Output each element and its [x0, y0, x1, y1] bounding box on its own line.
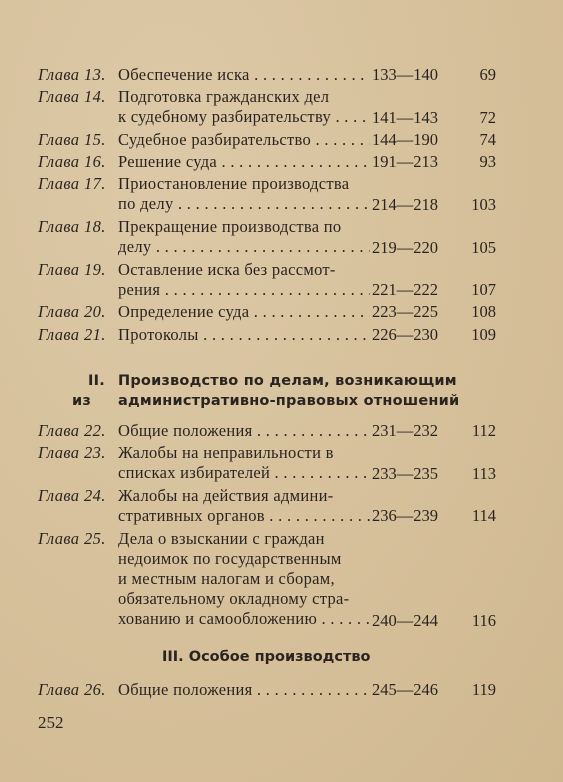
- chapter-title-line: Общие положения . . .: [118, 680, 370, 700]
- chapter-title: [118, 443, 370, 483]
- chapter-title-line: обязательному окладному стра-: [118, 588, 350, 608]
- article-range: 221—222: [372, 280, 438, 300]
- chapter-label: Глава 19.: [38, 259, 106, 279]
- chapter-title: [118, 529, 370, 629]
- page-ref: 74: [479, 129, 496, 149]
- chapter-title-line: делу . . .: [118, 237, 370, 257]
- section-title-prefix: из: [72, 393, 91, 409]
- chapter-label: Глава 18.: [38, 217, 106, 236]
- chapter-title: [118, 421, 370, 441]
- section-numeral: II.: [88, 373, 105, 389]
- chapter-title-line: Судебное разбирательство . . .: [118, 130, 370, 150]
- chapter-title-line: Прекращение производства по: [118, 217, 342, 236]
- section-title-line1: Производство по делам, возникающим: [118, 373, 457, 389]
- page-ref: 107: [471, 280, 496, 300]
- chapter-title-line: Обеспечение иска . . .: [118, 65, 370, 85]
- article-range: 219—220: [372, 237, 438, 257]
- chapter-title-line: Определение суда . . .: [118, 302, 370, 322]
- page-ref: 112: [471, 421, 496, 440]
- section-heading-3: III. Особое производство: [162, 649, 371, 665]
- chapter-label: Глава 20.: [38, 302, 106, 322]
- article-range: 236—239: [372, 506, 438, 526]
- article-range: 226—230: [372, 324, 438, 344]
- page-ref: 69: [479, 65, 496, 84]
- chapter-title-line: хованию и самообложению . . .: [118, 609, 370, 629]
- chapter-label: Глава 26.: [38, 680, 106, 699]
- article-range: 141—143: [372, 107, 438, 127]
- page-ref: 105: [471, 237, 496, 257]
- article-range: 133—140: [372, 65, 438, 84]
- chapter-title-line: Дела о взыскании с граждан: [118, 528, 325, 548]
- chapter-label: Глава 17.: [38, 174, 106, 194]
- article-range: 231—232: [372, 421, 438, 440]
- chapter-label: Глава 21.: [38, 324, 106, 344]
- chapter-title: [118, 217, 370, 257]
- page-number: 252: [38, 713, 64, 732]
- chapter-title-line: списках избирателей . . .: [118, 463, 370, 483]
- chapter-title: [118, 302, 370, 322]
- chapter-title-line: по делу . . .: [118, 194, 370, 214]
- page-ref: 119: [471, 680, 496, 699]
- page-ref: 72: [479, 107, 496, 127]
- chapter-title: [118, 680, 370, 700]
- chapter-label: Глава 23.: [38, 443, 106, 463]
- chapter-title: [118, 87, 370, 127]
- page-ref: 116: [471, 610, 496, 630]
- page-ref: 93: [479, 152, 496, 172]
- chapter-title-line: Подготовка гражданских дел: [118, 87, 330, 107]
- chapter-label: Глава 14.: [38, 87, 106, 107]
- article-range: 214—218: [372, 194, 438, 214]
- chapter-title: [118, 486, 370, 526]
- chapter-title-line: Приостановление производства: [118, 174, 350, 194]
- chapter-title-line: Общие положения . . .: [118, 421, 370, 441]
- chapter-title-line: Жалобы на неправильности в: [118, 443, 334, 463]
- chapter-label: Глава 13.: [38, 65, 106, 84]
- chapter-label: Глава 25.: [38, 528, 106, 548]
- chapter-title: [118, 325, 370, 345]
- section-title-line2: административно-правовых отношений: [118, 393, 460, 409]
- chapter-title-line: Протоколы . . .: [118, 325, 370, 345]
- chapter-title-line: Решение суда . . .: [118, 152, 370, 172]
- article-range: 233—235: [372, 463, 438, 483]
- article-range: 245—246: [372, 680, 438, 699]
- chapter-title: [118, 65, 370, 85]
- chapter-title-line: Оставление иска без рассмот-: [118, 259, 336, 279]
- article-range: 240—244: [372, 610, 438, 630]
- chapter-label: Глава 16.: [38, 152, 106, 172]
- article-range: 144—190: [372, 129, 438, 149]
- chapter-title-line: стративных органов . . .: [118, 506, 370, 526]
- chapter-title: [118, 152, 370, 172]
- chapter-title-line: к судебному разбирательству . . .: [118, 107, 370, 127]
- chapter-label: Глава 15.: [38, 129, 106, 149]
- page-ref: 109: [471, 324, 496, 344]
- chapter-title: [118, 174, 370, 214]
- page-ref: 103: [471, 194, 496, 214]
- page-ref: 114: [471, 506, 496, 526]
- chapter-label: Глава 22.: [38, 421, 106, 440]
- page-ref: 113: [471, 463, 496, 483]
- page-ref: 108: [471, 302, 496, 322]
- chapter-title-line: Жалобы на действия админи-: [118, 485, 334, 505]
- chapter-title-line: рения . . .: [118, 280, 370, 300]
- article-range: 223—225: [372, 302, 438, 322]
- chapter-title-line: и местным налогам и сборам,: [118, 568, 335, 588]
- chapter-title: [118, 260, 370, 300]
- chapter-title-line: недоимок по государственным: [118, 548, 342, 568]
- article-range: 191—213: [372, 152, 438, 172]
- chapter-title: [118, 130, 370, 150]
- chapter-label: Глава 24.: [38, 485, 106, 505]
